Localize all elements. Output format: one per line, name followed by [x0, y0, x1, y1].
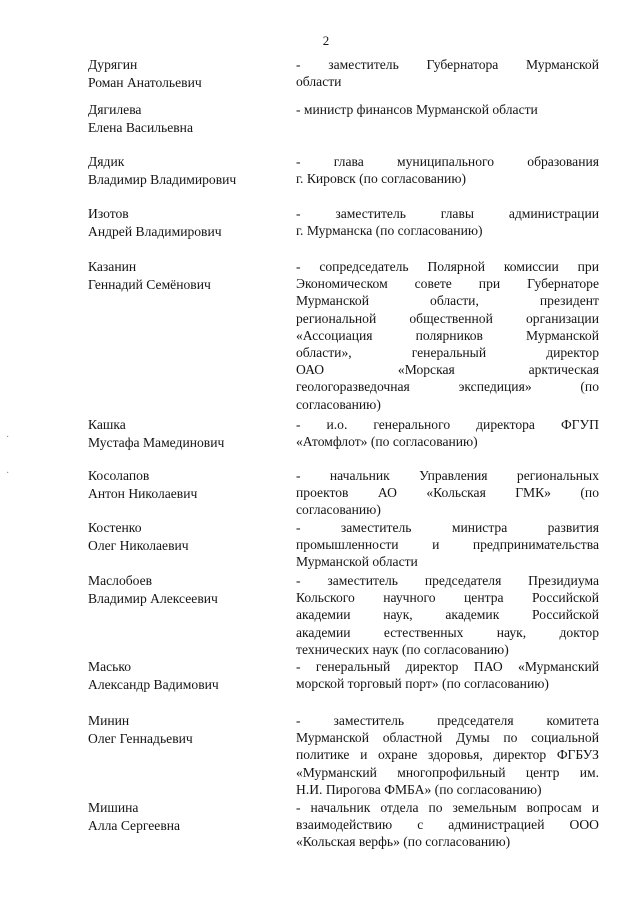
position-line: - начальник отдела по земельным вопросам и	[296, 800, 599, 815]
member-given-names: Антон Николаевич	[88, 485, 198, 501]
position-line: области», генеральный директор	[296, 345, 599, 361]
member-position	[296, 56, 599, 90]
member-given-names: Александр Вадимович	[88, 676, 219, 692]
position-line: г. Кировск (по согласованию)	[296, 171, 467, 187]
member-name	[88, 519, 278, 554]
member-given-names: Елена Васильевна	[88, 119, 193, 135]
position-line: геологоразведочная экспедиция» (по	[296, 379, 599, 395]
position-line: Кольского научного центра Российской	[296, 590, 599, 606]
member-name	[88, 572, 278, 607]
scan-mark: ·	[6, 432, 10, 443]
member-name	[88, 416, 278, 451]
position-line: г. Мурманска (по согласованию)	[296, 223, 483, 239]
member-name	[88, 799, 278, 834]
position-line: - министр финансов Мурманской области	[296, 102, 538, 117]
member-position	[296, 658, 599, 692]
position-line: ОАО «Морская арктическая	[296, 362, 599, 378]
member-surname: Дурягин	[88, 57, 138, 72]
member-name	[88, 658, 278, 693]
member-given-names: Олег Николаевич	[88, 537, 189, 553]
position-line: «Кольская верфь» (по согласованию)	[296, 834, 511, 850]
member-position	[296, 799, 599, 851]
member-position	[296, 467, 599, 519]
position-line: - заместитель главы администрации	[296, 206, 599, 221]
position-line: академии естественных наук, доктор	[296, 624, 599, 640]
member-given-names: Геннадий Семёнович	[88, 276, 211, 292]
member-surname: Мишина	[88, 800, 139, 815]
position-line: морской торговый порт» (по согласованию)	[296, 676, 549, 692]
member-surname: Масько	[88, 659, 132, 674]
member-surname: Маслобоев	[88, 573, 153, 588]
member-surname: Изотов	[88, 206, 129, 221]
member-name	[88, 153, 278, 188]
position-line: согласованию)	[296, 502, 381, 518]
member-given-names: Олег Геннадьевич	[88, 730, 193, 746]
page-number: 2	[322, 33, 330, 48]
position-line: - начальник Управления региональных	[296, 468, 599, 483]
member-given-names: Андрей Владимирович	[88, 223, 222, 239]
position-line: взаимодействию с администрацией ООО	[296, 817, 599, 833]
scan-mark: ·	[6, 468, 10, 479]
position-line: «Мурманский многопрофильный центр им.	[296, 764, 599, 780]
member-position	[296, 205, 599, 239]
position-line: Мурманской области	[296, 554, 418, 570]
member-surname: Кашка	[88, 417, 126, 432]
member-surname: Костенко	[88, 520, 142, 535]
position-line: Н.И. Пирогова ФМБА» (по согласованию)	[296, 781, 542, 797]
member-name	[88, 205, 278, 240]
member-position	[296, 153, 599, 187]
position-line: Экономическом совете при Губернаторе	[296, 276, 599, 292]
position-line: «Атомфлот» (по согласованию)	[296, 434, 478, 450]
member-given-names: Алла Сергеевна	[88, 817, 181, 833]
member-position	[296, 101, 599, 118]
position-line: Мурманской областной Думы по социальной	[296, 730, 599, 746]
member-name	[88, 56, 278, 91]
position-line: - заместитель Губернатора Мурманской	[296, 57, 599, 72]
member-surname: Минин	[88, 713, 130, 728]
position-line: - сопредседатель Полярной комиссии при	[296, 259, 599, 274]
member-name	[88, 101, 278, 136]
member-name	[88, 258, 278, 293]
position-line: - и.о. генерального директора ФГУП	[296, 417, 599, 432]
position-line: технических наук (по согласованию)	[296, 641, 509, 657]
member-surname: Косолапов	[88, 468, 150, 483]
position-line: - заместитель министра развития	[296, 520, 599, 535]
position-line: - генеральный директор ПАО «Мурманский	[296, 659, 599, 674]
member-given-names: Мустафа Мамединович	[88, 434, 225, 450]
position-line: - заместитель председателя комитета	[296, 713, 599, 728]
member-surname: Дягилева	[88, 102, 142, 117]
position-line: промышленности и предпринимательства	[296, 537, 599, 553]
member-position	[296, 572, 599, 658]
member-given-names: Роман Анатольевич	[88, 74, 202, 90]
position-line: проектов АО «Кольская ГМК» (по	[296, 485, 599, 501]
member-position	[296, 712, 599, 798]
member-position	[296, 258, 599, 413]
position-line: политике и охране здоровья, директор ФГБУЗ	[296, 747, 599, 763]
member-position	[296, 519, 599, 571]
position-line: - глава муниципального образования	[296, 154, 599, 169]
member-name	[88, 712, 278, 747]
position-line: «Ассоциация полярников Мурманской	[296, 327, 599, 343]
member-given-names: Владимир Алексеевич	[88, 590, 218, 606]
member-position	[296, 416, 599, 450]
position-line: согласованию)	[296, 396, 381, 412]
position-line: академии наук, академик Российской	[296, 607, 599, 623]
position-line: - заместитель председателя Президиума	[296, 573, 599, 588]
member-surname: Казанин	[88, 259, 137, 274]
position-line: Мурманской области, президент	[296, 293, 599, 309]
position-line: области	[296, 74, 342, 90]
position-line: региональной общественной организации	[296, 310, 599, 326]
member-surname: Дядик	[88, 154, 125, 169]
member-given-names: Владимир Владимирович	[88, 171, 237, 187]
member-name	[88, 467, 278, 502]
